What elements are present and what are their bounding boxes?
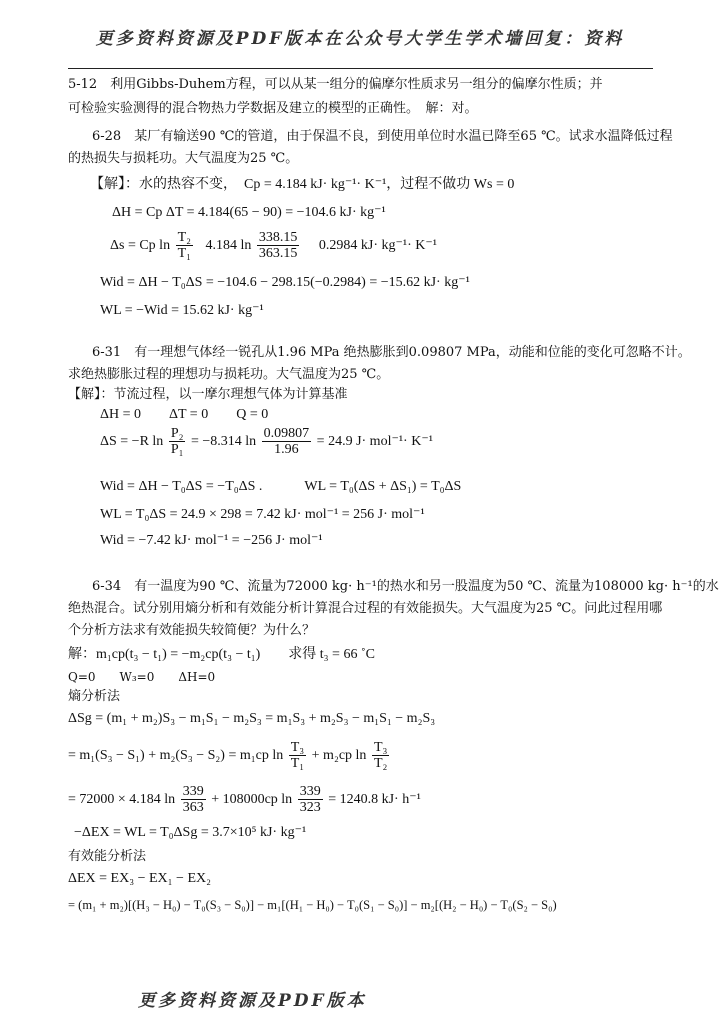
p631-frac1-den: P₁ — [170, 442, 184, 458]
p634-conditions: Q=0 W₃=0 ΔH=0 — [68, 670, 216, 684]
p631-frac1-num: P₂ — [170, 426, 184, 442]
p631-eq-conditions: ΔH = 0 ΔT = 0 Q = 0 — [100, 407, 269, 422]
p634-e3-a: = 72000 × 4.184 ln — [68, 792, 176, 807]
p631-eq-ideal-work: Wid = ΔH − T₀ΔS = −T₀ΔS . WL = T₀(ΔS + ΔS₁) = T₀ΔS — [100, 479, 462, 494]
p628-eq-entropy-mid: 4.184 ln — [205, 238, 252, 253]
p628-line2: 的热损失与损耗功。大气温度为25 ℃。 — [68, 151, 299, 166]
p628-frac1-num: T₂ — [177, 230, 192, 246]
p512-line1: 5-12 利用Gibbs-Duhem方程，可以从某一组分的偏摩尔性质求另一组分的偏摩尔性质；并 — [68, 77, 603, 92]
exergy-method-title: 有效能分析法 — [68, 849, 147, 864]
p634-e3-frac1-num: 339 — [182, 784, 204, 800]
p628-eq-entropy-rhs: 0.2984 kJ· kg⁻¹· K⁻¹ — [318, 238, 437, 253]
p634-e3-frac1-den: 363 — [182, 800, 204, 816]
p631-eq-lost-work: WL = T₀ΔS = 24.9 × 298 = 7.42 kJ· mol⁻¹ = 256 J· mol⁻¹ — [100, 507, 425, 522]
p631-frac2-num: 0.09807 — [263, 426, 310, 442]
p634-e2-frac2-den: T₂ — [373, 756, 388, 772]
p628-frac1-den: T₁ — [177, 246, 192, 262]
p634-solution-intro: 解：m₁cp(t₃ − t₁) = −m₂cp(t₃ − t₁) 求得 t₃ = 66 ˚C — [68, 647, 375, 662]
p628-frac2-den: 363.15 — [258, 246, 298, 262]
p634-line3: 个分析方法求有效能损失较简便？为什么？ — [68, 623, 316, 638]
p634-e3-b: + 108000cp ln — [211, 792, 293, 807]
p631-eq-entropy-rhs: = 24.9 J· mol⁻¹· K⁻¹ — [316, 434, 433, 449]
p634-eq-exergy-loss: −ΔEX = WL = T₀ΔSg = 3.7×10⁵ kJ· kg⁻¹ — [74, 825, 307, 840]
p634-e2-b: + m₂cp ln — [311, 748, 367, 763]
p634-e2-frac1-den: T₁ — [290, 756, 305, 772]
p634-e2-frac2-num: T₃ — [373, 740, 388, 756]
p631-frac2-den: 1.96 — [274, 442, 299, 458]
p631-line2: 求绝热膨胀过程的理想功与损耗功。大气温度为25 ℃。 — [68, 367, 390, 382]
p634-e3-c: = 1240.8 kJ· h⁻¹ — [328, 792, 421, 807]
p628-eq-entropy — [110, 228, 437, 264]
p634-e2-frac1-num: T₃ — [290, 740, 305, 756]
p634-e2-a: = m₁(S₃ − S₁) + m₂(S₃ − S₂) = m₁cp ln — [68, 748, 284, 763]
p631-eq-entropy-mid: = −8.314 ln — [190, 434, 257, 449]
p634-line1: 6-34 有一温度为90 ℃、流量为72000 kg· h⁻¹的热水和另一股温度为50 ℃、流量为108000 kg· h⁻¹的水 — [92, 579, 719, 594]
p628-frac2-num: 338.15 — [258, 230, 298, 246]
p631-eq-entropy — [100, 424, 433, 460]
p634-eq-exergy-expand: = (m₁ + m₂)[(H₃ − H₀) − T₀(S₃ − S₀)] − m₁[(H₁ − H₀) − T₀(S₁ − S₀)] − m₂[(H₂ − H₀) − T₀(S₂ − S₀) — [68, 898, 557, 912]
p628-eq-ideal-work: Wid = ΔH − T₀ΔS = −104.6 − 298.15(−0.2984) = −15.62 kJ· kg⁻¹ — [100, 275, 470, 290]
p631-eq-ideal-work-value: Wid = −7.42 kJ· mol⁻¹ = −256 J· mol⁻¹ — [100, 533, 323, 548]
p634-e3-frac2-num: 339 — [299, 784, 321, 800]
header-rule — [68, 68, 653, 69]
p634-eq-entropy-expand — [68, 736, 391, 776]
p512-line2: 可检验实验测得的混合物热力学数据及建立的模型的正确性。 解：对。 — [68, 101, 478, 116]
p634-line2: 绝热混合。试分别用熵分析和有效能分析计算混合过程的有效能损失。大气温度为25 ℃。问此过程用哪 — [68, 601, 663, 616]
p631-line1: 6-31 有一理想气体经一锐孔从1.96 MPa 绝热膨胀到0.09807 MPa，动能和位能的变化可忽略不计。 — [92, 345, 691, 360]
p634-eq-exergy-def: ΔEX = EX₃ − EX₁ − EX₂ — [68, 871, 211, 886]
p628-solution-intro: 【解】：水的热容不变， Cp = 4.184 kJ· kg⁻¹· K⁻¹，过程不做功 Ws = 0 — [90, 177, 515, 192]
page-header-watermark: 更多资料资源及PDF版本在公众号大学生学术墙回复：资料 — [95, 29, 625, 49]
p628-eq-entropy-lhs: Δs = Cp ln — [110, 238, 171, 253]
p634-e3-frac2-den: 323 — [299, 800, 321, 816]
p631-solution-intro: 【解】：节流过程，以一摩尔理想气体为计算基准 — [68, 387, 348, 402]
p634-eq-entropy-numeric — [68, 780, 421, 820]
entropy-method-title: 熵分析法 — [68, 689, 121, 704]
p628-eq-lost-work: WL = −Wid = 15.62 kJ· kg⁻¹ — [100, 303, 264, 318]
page-footer-watermark: 更多资料资源及PDF版本 — [138, 991, 367, 1011]
p628-eq-enthalpy: ΔH = Cp ΔT = 4.184(65 − 90) = −104.6 kJ· kg⁻¹ — [112, 205, 386, 220]
p631-eq-entropy-lhs: ΔS = −R ln — [100, 434, 164, 449]
p634-eq-entropy-gen: ΔSg = (m₁ + m₂)S₃ − m₁S₁ − m₂S₃ = m₁S₃ + m₂S₃ − m₁S₁ − m₂S₃ — [68, 711, 436, 726]
p628-line1: 6-28 某厂有输送90 ℃的管道，由于保温不良，到使用单位时水温已降至65 ℃。试求水温降低过程 — [92, 129, 673, 144]
